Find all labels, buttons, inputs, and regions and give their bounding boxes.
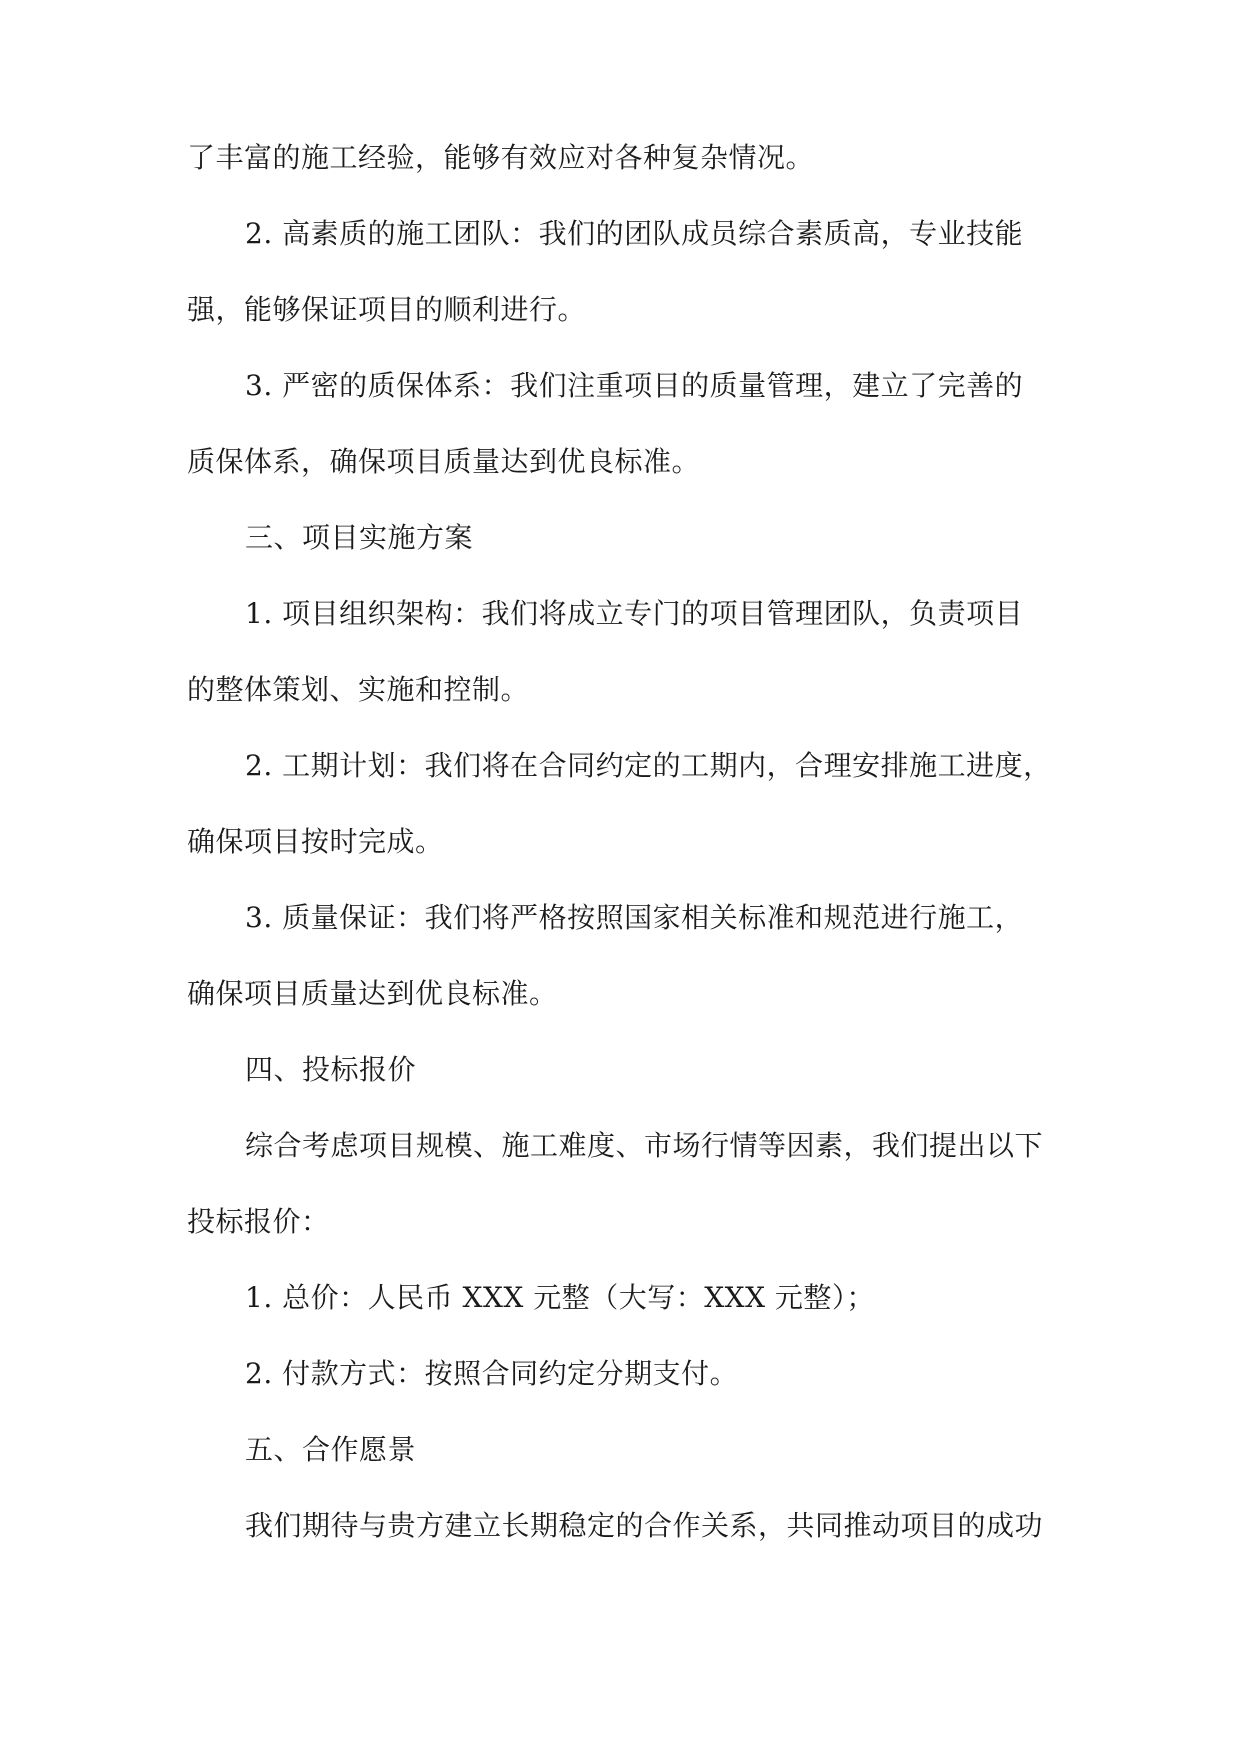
paragraph-line: 我们期待与贵方建立长期稳定的合作关系，共同推动项目的成功 <box>245 1509 1044 1542</box>
paragraph-line: 综合考虑项目规模、施工难度、市场行情等因素，我们提出以下 <box>245 1129 1044 1162</box>
document-body <box>187 140 1067 1584</box>
list-item-line: 3. 严密的质保体系：我们注重项目的质量管理，建立了完善的 <box>245 369 1024 402</box>
paragraph-line: 确保项目质量达到优良标准。 <box>187 977 558 1010</box>
paragraph-line: 确保项目按时完成。 <box>187 825 444 858</box>
paragraph-line: 的整体策划、实施和控制。 <box>187 673 530 706</box>
list-item-line: 3. 质量保证：我们将严格按照国家相关标准和规范进行施工， <box>245 901 1024 934</box>
list-item-line: 2. 付款方式：按照合同约定分期支付。 <box>245 1357 739 1390</box>
paragraph-line: 质保体系，确保项目质量达到优良标准。 <box>187 445 701 478</box>
list-item-line: 1. 项目组织架构：我们将成立专门的项目管理团队，负责项目 <box>245 597 1024 630</box>
paragraph-line: 强，能够保证项目的顺利进行。 <box>187 293 587 326</box>
section-heading: 四、投标报价 <box>245 1053 417 1086</box>
list-item-line: 2. 高素质的施工团队：我们的团队成员综合素质高，专业技能 <box>245 217 1024 250</box>
list-item-line: 1. 总价：人民币 XXX 元整（大写：XXX 元整）； <box>245 1281 875 1314</box>
section-heading: 五、合作愿景 <box>245 1433 417 1466</box>
list-item-line: 2. 工期计划：我们将在合同约定的工期内，合理安排施工进度， <box>245 749 1052 782</box>
paragraph-line: 投标报价： <box>187 1205 330 1238</box>
section-heading: 三、项目实施方案 <box>245 521 474 554</box>
paragraph-line: 了丰富的施工经验，能够有效应对各种复杂情况。 <box>187 141 815 174</box>
